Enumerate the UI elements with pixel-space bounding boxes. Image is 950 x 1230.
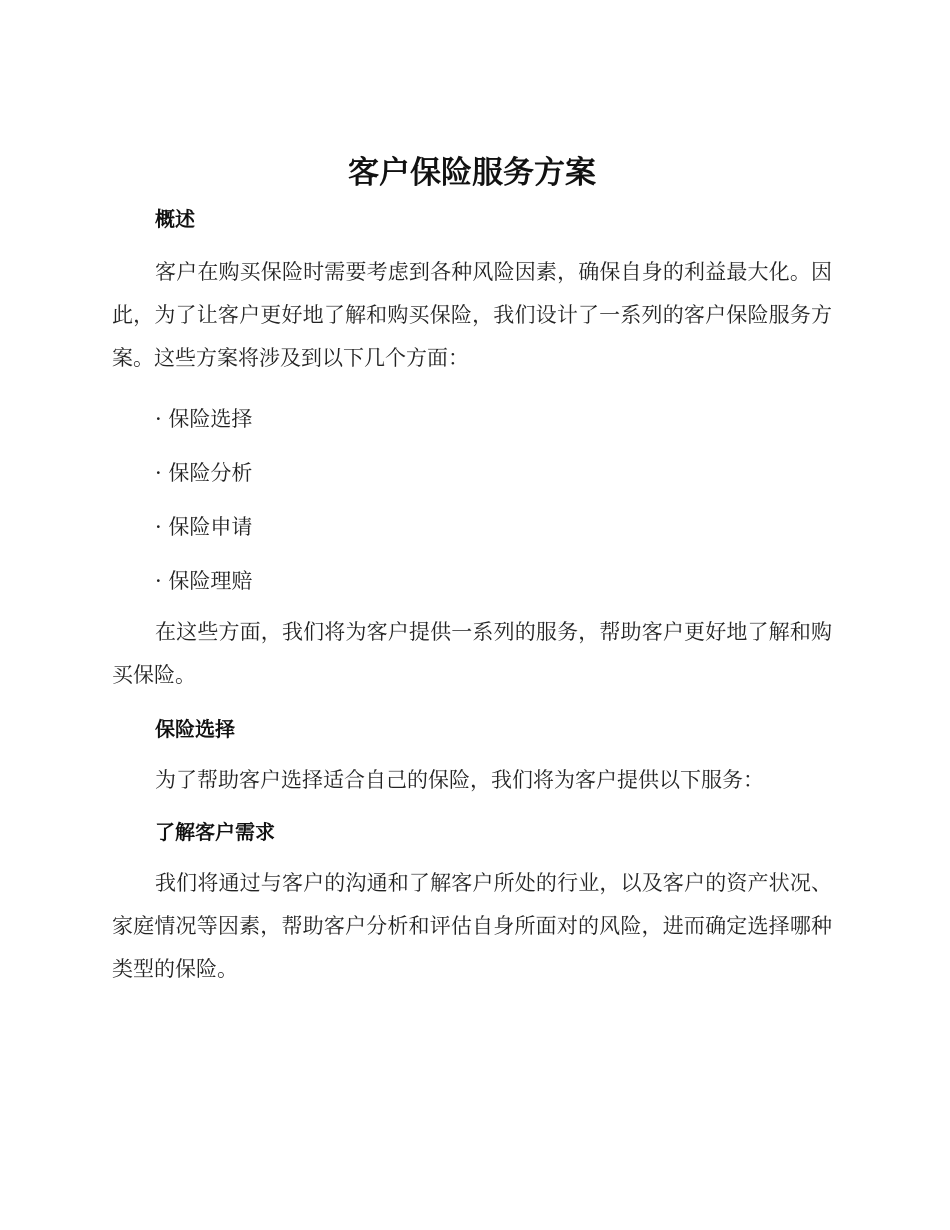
document-title: 客户保险服务方案 [348,155,596,191]
overview-closing-paragraph: 在这些方面，我们将为客户提供一系列的服务，帮助客户更好地了解和购买保险。 [112,620,832,687]
overview-bullet-list [112,404,832,596]
document-content [112,146,832,991]
customer-needs-paragraph: 我们将通过与客户的沟通和了解客户所处的行业，以及客户的资产状况、家庭情况等因素，帮助客户分析和评估自身所面对的风险，进而确定选择哪种类型的保险。 [112,871,832,981]
bullet-item-insurance-analysis: · 保险分析 [155,461,253,485]
selection-intro-paragraph: 为了帮助客户选择适合自己的保险，我们将为客户提供以下服务： [155,768,764,792]
section-heading-overview: 概述 [155,207,195,231]
section-heading-insurance-selection: 保险选择 [155,717,235,741]
bullet-item-insurance-selection: · 保险选择 [155,407,253,431]
bullet-item-insurance-claims: · 保险理赔 [155,569,253,593]
subsection-heading-customer-needs: 了解客户需求 [155,820,275,844]
bullet-item-insurance-application: · 保险申请 [155,515,253,539]
overview-intro-paragraph: 客户在购买保险时需要考虑到各种风险因素，确保自身的利益最大化。因此，为了让客户更好地了解和购买保险，我们设计了一系列的客户保险服务方案。这些方案将涉及到以下几个方面： [112,260,832,370]
